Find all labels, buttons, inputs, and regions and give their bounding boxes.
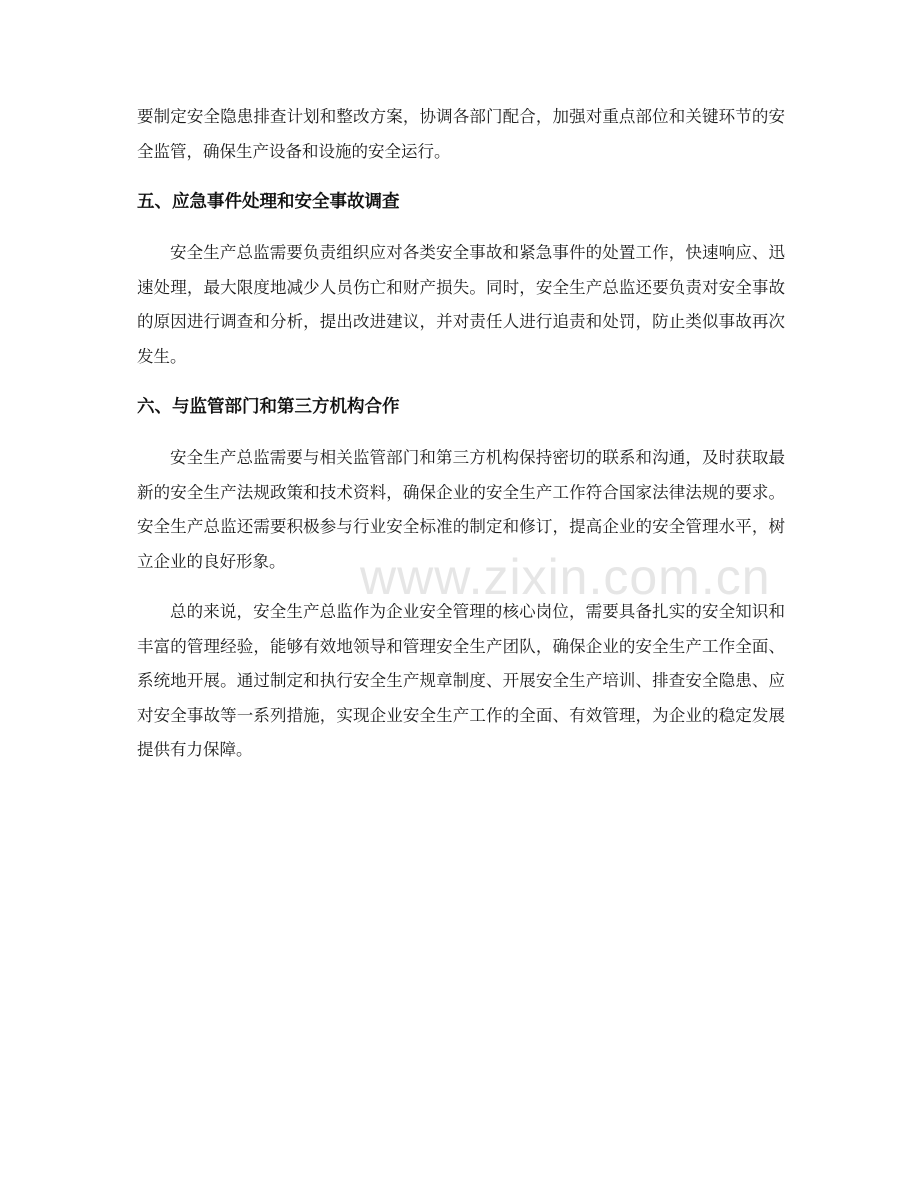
conclusion-paragraph: 总的来说，安全生产总监作为企业安全管理的核心岗位，需要具备扎实的安全知识和丰富的管理经验，能够有效地领导和管理安全生产团队，确保企业的安全生产工作全面、系统地开展。通过制定和执行安全生产规章制度、开展安全生产培训、排查安全隐患、应对安全事故等一系列措施，实现企业安全生产工作的全面、有效管理，为企业的稳定发展提供有力保障。: [137, 602, 785, 759]
section-5-heading: 五、应急事件处理和安全事故调查: [137, 192, 400, 212]
section-6-paragraph: 安全生产总监需要与相关监管部门和第三方机构保持密切的联系和沟通，及时获取最新的安全生产法规政策和技术资料，确保企业的安全生产工作符合国家法律法规的要求。安全生产总监还需要积极参与行业安全标准的制定和修订，提高企业的安全管理水平，树立企业的良好形象。: [137, 448, 785, 571]
section-5-paragraph: 安全生产总监需要负责组织应对各类安全事故和紧急事件的处置工作，快速响应、迅速处理，最大限度地减少人员伤亡和财产损失。同时，安全生产总监还要负责对安全事故的原因进行调查和分析，提出改进建议，并对责任人进行追责和处罚，防止类似事故再次发生。: [137, 243, 785, 366]
intro-paragraph: 要制定安全隐患排查计划和整改方案，协调各部门配合，加强对重点部位和关键环节的安全监管，确保生产设备和设施的安全运行。: [137, 107, 785, 161]
section-6-heading: 六、与监管部门和第三方机构合作: [137, 397, 400, 417]
watermark: www.zixin.com.cn: [360, 549, 771, 605]
document-body: [137, 100, 785, 784]
